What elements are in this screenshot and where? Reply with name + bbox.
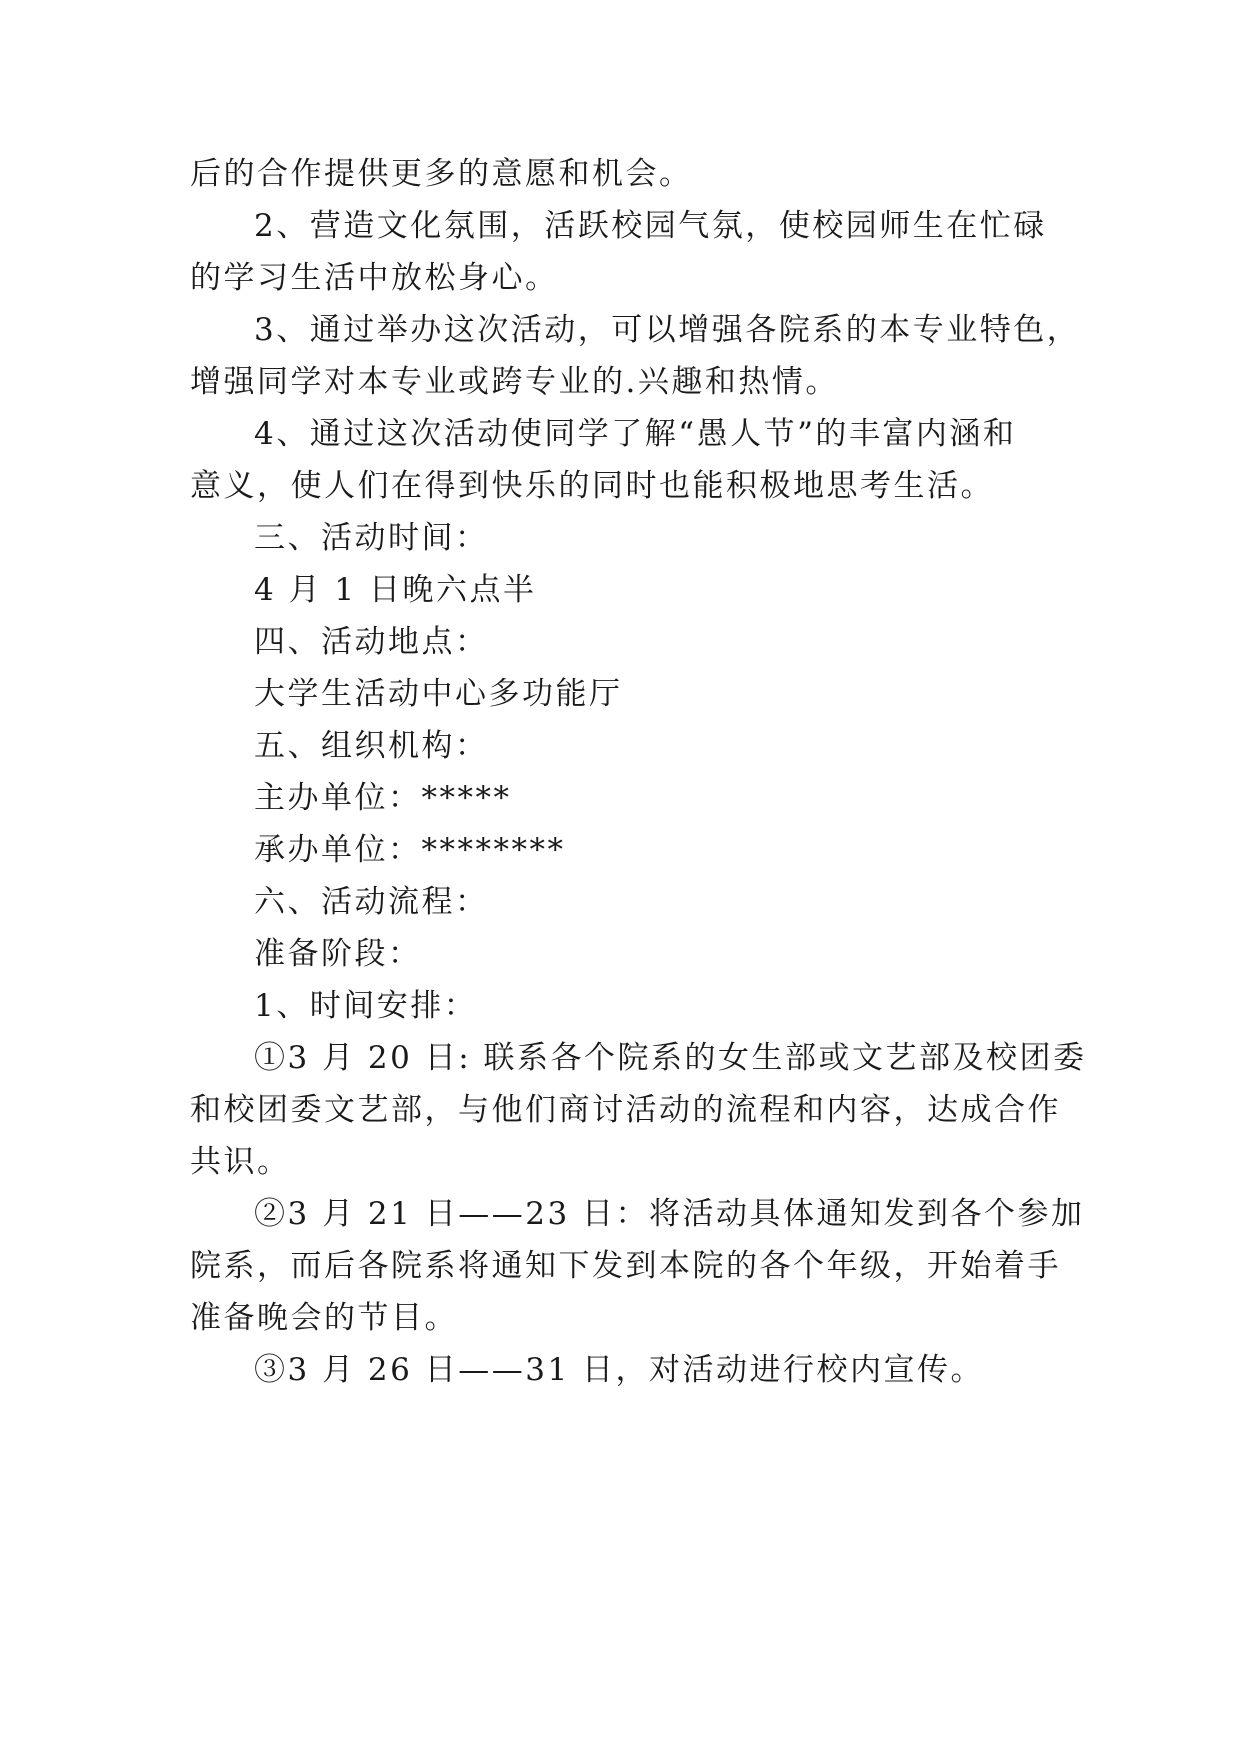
text-line: 准备晚会的节目。 [190, 1300, 458, 1336]
text-line: 主办单位：***** [254, 780, 512, 816]
section-heading: 三、活动时间： [254, 520, 489, 556]
text-line: 大学生活动中心多功能厅 [254, 676, 623, 712]
text-line: 院系，而后各院系将通知下发到本院的各个年级，开始着手 [190, 1248, 1061, 1284]
text-line: ③3 月 26 日——31 日，对活动进行校内宣传。 [254, 1352, 985, 1388]
text-line: 承办单位：******** [254, 832, 566, 868]
text-line: 后的合作提供更多的意愿和机会。 [190, 156, 693, 192]
text-line: 准备阶段： [254, 936, 422, 972]
text-line: 增强同学对本专业或跨专业的.兴趣和热情。 [190, 364, 839, 400]
text-line: 和校团委文艺部，与他们商讨活动的流程和内容，达成合作 [190, 1092, 1061, 1128]
text-line: 2、营造文化氛围，活跃校园气氛，使校园师生在忙碌 [254, 208, 1047, 244]
text-line: 4 月 1 日晚六点半 [254, 572, 537, 608]
text-line: 的学习生活中放松身心。 [190, 260, 559, 296]
section-heading: 六、活动流程： [254, 884, 489, 920]
text-line: 3、通过举办这次活动，可以增强各院系的本专业特色， [254, 312, 1081, 348]
section-heading: 四、活动地点： [254, 624, 489, 660]
section-heading: 五、组织机构： [254, 728, 489, 764]
text-line: 4、通过这次活动使同学了解“愚人节”的丰富内涵和 [254, 416, 1017, 452]
text-line: 共识。 [190, 1144, 291, 1180]
text-line: ①3 月 20 日: 联系各个院系的女生部或文艺部及校团委 [254, 1040, 1087, 1076]
text-line: 1、时间安排： [254, 988, 478, 1024]
text-line: 意义，使人们在得到快乐的同时也能积极地思考生活。 [190, 468, 994, 504]
text-line: ②3 月 21 日——23 日：将活动具体通知发到各个参加 [254, 1196, 1085, 1232]
